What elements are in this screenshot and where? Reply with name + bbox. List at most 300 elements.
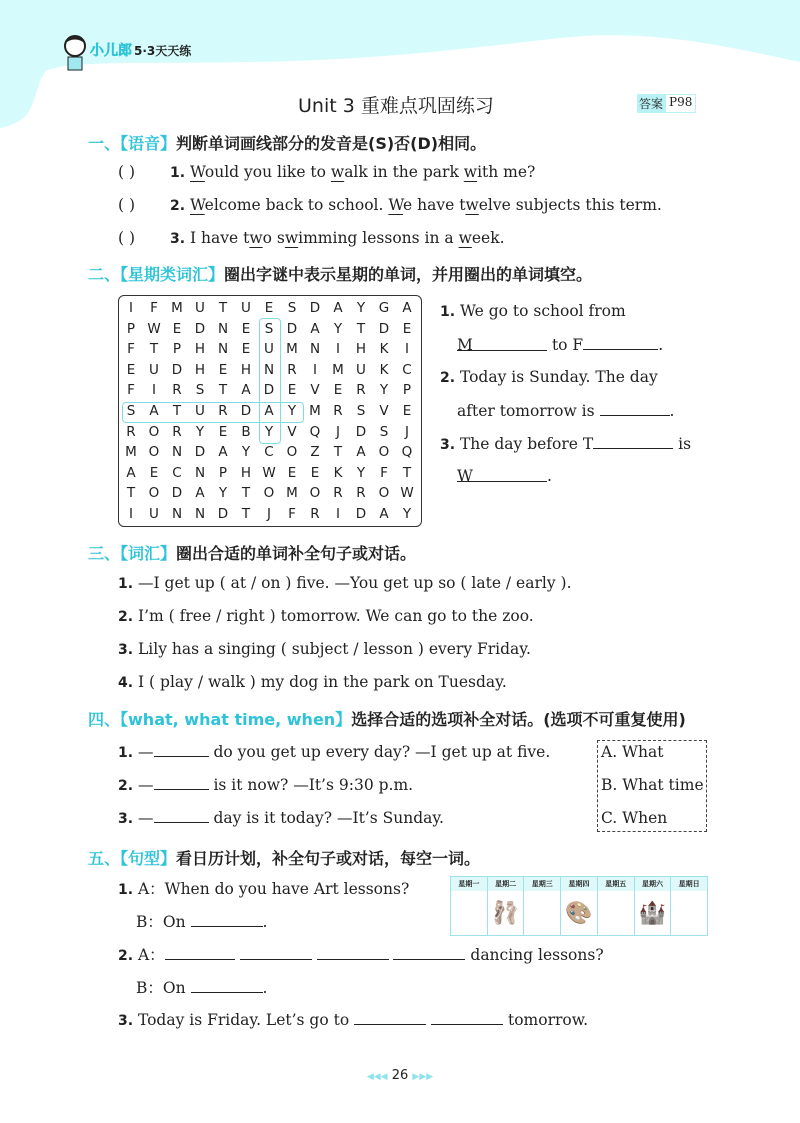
grid-letter[interactable]: E — [402, 320, 412, 337]
s2-q1 — [440, 302, 626, 320]
underlined-letter: w — [284, 229, 299, 247]
grid-letter[interactable]: H — [355, 341, 367, 358]
s2-q2 — [440, 368, 658, 386]
section-number: 三、 — [88, 544, 121, 563]
grid-letter[interactable]: O — [148, 485, 160, 502]
grid-letter[interactable]: E — [172, 320, 182, 337]
grid-letter[interactable]: R — [356, 382, 366, 399]
grid-letter[interactable]: U — [149, 506, 159, 522]
grid-letter[interactable]: P — [402, 382, 412, 399]
grid-letter[interactable]: D — [171, 361, 183, 378]
grid-letter[interactable]: S — [126, 403, 136, 419]
answer-blank[interactable] — [593, 434, 673, 449]
grid-letter[interactable]: R — [172, 382, 182, 399]
grid-letter[interactable]: C — [264, 444, 274, 461]
section-number: 四、 — [88, 710, 121, 729]
answer-ref — [637, 94, 696, 113]
grid-letter[interactable]: D — [355, 506, 367, 522]
grid-letter[interactable]: M — [286, 341, 298, 358]
q-text: dancing lessons? — [470, 946, 604, 964]
section-instruction: 判断单词画线部分的发音是(S)否(D)相同。 — [176, 134, 487, 153]
grid-letter[interactable]: S — [287, 300, 297, 316]
grid-letter[interactable]: D — [240, 403, 252, 419]
grid-letter[interactable]: I — [405, 341, 409, 358]
calendar-day-label: 星期一 — [451, 877, 487, 891]
grid-letter[interactable]: A — [195, 485, 205, 502]
grid-letter[interactable]: N — [217, 341, 229, 358]
q-text: — — [138, 743, 154, 761]
s5-q2 — [118, 943, 604, 965]
grid-letter[interactable]: U — [195, 403, 205, 419]
calendar-cell — [598, 891, 634, 935]
grid-letter[interactable]: U — [356, 361, 366, 378]
grid-letter[interactable]: A — [402, 300, 412, 316]
q-number: 2. — [118, 778, 134, 794]
answer-blank[interactable] — [154, 775, 209, 790]
grid-letter[interactable]: R — [356, 485, 366, 502]
grid-letter[interactable]: T — [218, 300, 228, 316]
grid-letter[interactable]: P — [172, 341, 182, 358]
grid-letter[interactable]: I — [336, 341, 340, 358]
grid-letter[interactable]: I — [152, 382, 156, 399]
section-number: 一、 — [88, 134, 121, 153]
section-tag: 【语音】 — [120, 134, 177, 153]
grid-letter[interactable]: J — [267, 506, 271, 522]
answer-paren[interactable]: ( ) — [118, 229, 136, 247]
grid-letter[interactable]: E — [218, 361, 228, 378]
grid-letter[interactable]: F — [127, 341, 135, 358]
q-number: 1. — [118, 576, 134, 592]
grid-letter[interactable]: K — [379, 361, 389, 378]
q-text: to F — [551, 336, 584, 354]
answer-blank[interactable] — [393, 945, 465, 960]
s4-item — [118, 775, 413, 794]
q-text: o s — [262, 229, 285, 247]
q-number: 3. — [118, 642, 134, 658]
q-number: 1. — [170, 165, 186, 181]
grid-letter[interactable]: E — [310, 464, 320, 481]
grid-letter[interactable]: T — [172, 403, 182, 419]
grid-letter[interactable]: N — [194, 506, 206, 522]
calendar-day — [451, 877, 488, 935]
grid-letter[interactable]: T — [241, 485, 251, 502]
grid-letter[interactable]: E — [126, 361, 136, 378]
prev-arrows-icon: ◀◀◀ — [366, 1072, 388, 1082]
answer-blank[interactable] — [354, 1010, 426, 1025]
grid-letter[interactable]: W — [147, 320, 161, 337]
calendar-day — [488, 877, 525, 935]
brand-logo: 小儿郎 — [90, 43, 132, 59]
calendar-day — [561, 877, 598, 935]
answer-blank[interactable] — [154, 808, 209, 823]
grid-letter[interactable]: A — [126, 464, 136, 481]
underlined-letter: W — [190, 196, 205, 214]
grid-letter[interactable]: Y — [402, 506, 412, 522]
section-number: 二、 — [88, 265, 121, 284]
q-text: alk in the park — [344, 163, 464, 181]
grid-letter[interactable]: A — [264, 403, 274, 419]
underlined-letter: w — [330, 163, 345, 181]
grid-letter[interactable]: C — [402, 361, 412, 378]
section-instruction: 圈出字谜中表示星期的单词，并用圈出的单词填空。 — [224, 265, 593, 284]
calendar-day — [671, 877, 707, 935]
underlined-letter: W — [190, 163, 205, 181]
section-number: 五、 — [88, 849, 121, 868]
answer-blank[interactable] — [240, 945, 312, 960]
grid-letter[interactable]: Y — [287, 403, 297, 419]
grid-letter[interactable]: A — [333, 300, 343, 316]
q-text: — — [138, 776, 154, 794]
grid-letter[interactable]: P — [218, 464, 228, 481]
answer-blank[interactable] — [191, 978, 263, 993]
grid-letter[interactable]: E — [402, 403, 412, 419]
grid-letter[interactable]: O — [148, 444, 160, 461]
grid-letter[interactable]: E — [287, 382, 297, 399]
underlined-letter: w — [465, 196, 479, 214]
grid-letter[interactable]: H — [194, 361, 206, 378]
grid-letter[interactable]: T — [149, 341, 159, 358]
q-text: day is it today? —It’s Sunday. — [213, 809, 444, 827]
grid-letter[interactable]: Y — [379, 382, 389, 399]
grid-letter[interactable]: D — [309, 300, 321, 316]
series-name: 5·3天天练 — [134, 44, 192, 58]
calendar-cell — [561, 891, 597, 935]
grid-letter[interactable]: N — [171, 506, 183, 522]
grid-letter[interactable]: D — [378, 320, 390, 337]
q-text: tomorrow. — [507, 1011, 589, 1029]
section-tag: 【what, what time, when】 — [120, 710, 352, 729]
grid-letter[interactable]: O — [378, 444, 390, 461]
q-text: e have t — [403, 196, 466, 214]
grid-letter[interactable]: M — [309, 403, 321, 419]
q-text: after tomorrow is — [457, 402, 595, 420]
q-number: 4. — [118, 675, 134, 691]
grid-letter[interactable]: C — [172, 464, 182, 481]
castle-icon: 🏰 — [638, 900, 667, 926]
q-text: ould you like to — [204, 163, 331, 181]
blank-prefix: M — [457, 336, 473, 354]
section-tag: 【词汇】 — [120, 544, 177, 563]
grid-letter[interactable]: A — [379, 506, 389, 522]
grid-letter[interactable]: N — [194, 464, 206, 481]
grid-letter[interactable]: D — [171, 485, 183, 502]
s3-item — [118, 574, 572, 592]
grid-letter[interactable]: T — [126, 485, 136, 502]
underlined-letter: W — [388, 196, 404, 214]
grid-letter[interactable]: A — [310, 320, 320, 337]
grid-letter[interactable]: A — [356, 444, 366, 461]
grid-letter[interactable]: T — [218, 382, 228, 399]
page-number: 26 — [391, 1068, 409, 1083]
q-text: Today is Friday. Let’s go to — [137, 1011, 350, 1029]
q-text: A： — [137, 946, 165, 964]
calendar-cell — [524, 891, 560, 935]
grid-letter[interactable]: I — [129, 300, 133, 316]
q-text: is — [678, 435, 692, 453]
underlined-letter: w — [463, 163, 478, 181]
section-instruction: 选择合适的选项补全对话。(选项不可重复使用) — [351, 710, 686, 729]
grid-letter[interactable]: U — [195, 300, 205, 316]
grid-letter[interactable]: R — [218, 403, 228, 419]
s4-item — [118, 808, 444, 827]
s1-item — [118, 196, 662, 214]
q-number: 2. — [440, 370, 460, 386]
q-text: A：When do you have Art lessons? — [137, 880, 410, 898]
grid-letter[interactable]: A — [218, 444, 228, 461]
grid-letter[interactable]: T — [333, 444, 343, 461]
grid-letter[interactable]: D — [217, 506, 229, 522]
s2-q3 — [440, 434, 691, 453]
answer-blank[interactable] — [600, 401, 670, 416]
grid-letter[interactable]: R — [333, 485, 343, 502]
grid-letter[interactable]: M — [286, 485, 298, 502]
calendar-cell — [451, 891, 487, 935]
grid-letter[interactable]: H — [194, 341, 206, 358]
answer-blank[interactable] — [154, 742, 209, 757]
word-search-grid[interactable] — [118, 295, 422, 527]
grid-letter[interactable]: D — [263, 382, 275, 399]
underlined-letter: w — [249, 229, 263, 247]
grid-letter[interactable]: D — [194, 444, 206, 461]
q-text: B：On — [136, 913, 186, 931]
q-text[interactable]: —I get up ( at / on ) five. —You get up so ( late / early ). — [138, 574, 572, 592]
grid-letter[interactable]: H — [240, 464, 252, 481]
grid-letter[interactable]: I — [129, 506, 133, 522]
grid-letter[interactable]: R — [287, 361, 297, 378]
q-text: Today is Sunday. The day — [459, 368, 658, 386]
underlined-letter: w — [458, 229, 472, 247]
grid-letter[interactable]: E — [218, 423, 228, 440]
grid-letter[interactable]: Y — [333, 320, 343, 337]
q-text: elve subjects this term. — [478, 196, 662, 214]
grid-letter[interactable]: V — [287, 423, 297, 440]
grid-letter[interactable]: S — [264, 320, 274, 337]
grid-letter[interactable]: A — [149, 403, 159, 419]
s5-q1 — [118, 877, 409, 899]
grid-letter[interactable]: P — [126, 320, 136, 337]
grid-letter[interactable]: D — [194, 320, 206, 337]
grid-letter[interactable]: O — [378, 485, 390, 502]
boy-mascot-icon — [60, 32, 90, 72]
calendar-day-label: 星期五 — [598, 877, 634, 891]
s4-item — [118, 742, 550, 761]
s2-q3-line — [457, 467, 552, 485]
grid-letter[interactable]: R — [310, 506, 320, 522]
blank-prefix: W — [457, 467, 473, 485]
grid-letter[interactable]: O — [148, 423, 160, 440]
grid-letter[interactable]: F — [288, 506, 296, 522]
q-text: B：On — [136, 979, 186, 997]
grid-letter[interactable]: N — [217, 320, 229, 337]
grid-letter[interactable]: K — [379, 341, 389, 358]
grid-letter[interactable]: E — [264, 300, 274, 316]
s5-q1-answer — [136, 910, 267, 932]
calendar-day — [598, 877, 635, 935]
q-number: 3. — [440, 437, 460, 453]
section-tag: 【句型】 — [120, 849, 177, 868]
q-number: 3. — [170, 231, 186, 247]
q-text: . — [669, 402, 675, 420]
grid-letter[interactable]: O — [286, 444, 298, 461]
grid-letter[interactable]: U — [241, 300, 251, 316]
grid-letter[interactable]: H — [240, 361, 252, 378]
calendar-day — [635, 877, 672, 935]
answer-blank[interactable] — [191, 912, 263, 927]
section-instruction: 看日历计划，补全句子或对话，每空一词。 — [176, 849, 481, 868]
answer-blank[interactable] — [431, 1010, 503, 1025]
s3-item — [118, 640, 531, 658]
calendar-cell — [635, 891, 671, 935]
grid-letter[interactable]: Y — [356, 300, 366, 316]
answer-blank[interactable] — [457, 467, 547, 485]
option-c: C. When — [601, 809, 668, 827]
grid-letter[interactable]: B — [241, 423, 251, 440]
grid-letter[interactable]: W — [262, 464, 276, 481]
grid-letter[interactable]: S — [379, 423, 389, 440]
q-number: 3. — [118, 1013, 138, 1029]
grid-letter[interactable]: F — [150, 300, 158, 316]
page-title: Unit 3 重难点巩固练习 — [298, 95, 494, 117]
grid-letter[interactable]: E — [241, 341, 251, 358]
answer-paren[interactable]: ( ) — [118, 163, 136, 181]
page-footer — [0, 1068, 800, 1083]
s5-q3 — [118, 1010, 588, 1029]
grid-letter[interactable]: E — [287, 464, 297, 481]
q-text: . — [262, 913, 268, 931]
grid-letter[interactable]: Y — [241, 444, 251, 461]
q-text: . — [658, 336, 664, 354]
calendar-day-label: 星期四 — [561, 877, 597, 891]
grid-letter[interactable]: N — [309, 341, 321, 358]
s3-item — [118, 607, 534, 625]
q-text: imming lessons in a — [298, 229, 459, 247]
answer-label: 答案 — [637, 94, 665, 113]
q-number: 3. — [118, 811, 134, 827]
s2-q1-blanks — [457, 335, 663, 354]
q-text: do you get up every day? —I get up at five. — [213, 743, 551, 761]
option-a: A. What — [601, 743, 664, 761]
next-arrows-icon: ▶▶▶ — [412, 1072, 434, 1082]
grid-letter[interactable]: N — [263, 361, 275, 378]
s1-item — [118, 229, 505, 247]
q-text: — — [138, 809, 154, 827]
answer-blank[interactable] — [457, 336, 547, 354]
grid-letter[interactable]: T — [402, 464, 412, 481]
q-text: We go to school from — [459, 302, 626, 320]
q-text: I have t — [190, 229, 250, 247]
q-text: ith me? — [477, 163, 536, 181]
section-5-heading — [88, 846, 480, 869]
answer-blank[interactable] — [583, 335, 658, 350]
grid-letter[interactable]: U — [264, 341, 274, 358]
grid-letter[interactable]: F — [380, 464, 388, 481]
grid-letter[interactable]: Q — [401, 444, 413, 461]
section-3-heading — [88, 541, 416, 564]
q-text[interactable]: I’m ( free / right ) tomorrow. We can go to the zoo. — [138, 607, 534, 625]
grid-letter[interactable]: R — [333, 403, 343, 419]
grid-letter[interactable]: I — [336, 506, 340, 522]
grid-letter[interactable]: I — [313, 361, 317, 378]
calendar-cell — [488, 891, 524, 935]
grid-letter[interactable]: Y — [356, 464, 366, 481]
s5-q2-answer — [136, 976, 267, 998]
grid-letter[interactable]: T — [356, 320, 366, 337]
grid-letter[interactable]: K — [333, 464, 343, 481]
grid-letter[interactable]: S — [195, 382, 205, 399]
grid-letter[interactable]: E — [241, 320, 251, 337]
grid-letter[interactable]: O — [263, 485, 275, 502]
s3-item — [118, 673, 507, 691]
answer-blank[interactable] — [317, 945, 389, 960]
grid-letter[interactable]: J — [336, 423, 340, 440]
grid-letter[interactable]: O — [309, 485, 321, 502]
q-text: eek. — [471, 229, 505, 247]
grid-letter[interactable]: E — [149, 464, 159, 481]
grid-letter[interactable]: D — [286, 320, 298, 337]
grid-letter[interactable]: G — [378, 300, 390, 316]
calendar-day-label: 星期六 — [635, 877, 671, 891]
grid-letter[interactable]: M — [125, 444, 137, 461]
grid-letter[interactable]: V — [379, 403, 389, 419]
grid-letter[interactable]: Y — [218, 485, 228, 502]
q-number: 1. — [118, 745, 134, 761]
q-text: . — [262, 979, 268, 997]
q-number: 2. — [170, 198, 186, 214]
s2-q2-line — [457, 401, 674, 420]
grid-letter[interactable]: T — [241, 506, 251, 522]
q-text: The day before T — [459, 435, 594, 453]
grid-letter[interactable]: J — [405, 423, 409, 440]
grid-letter[interactable]: D — [355, 423, 367, 440]
q-text[interactable]: Lily has a singing ( subject / lesson ) every Friday. — [138, 640, 531, 658]
grid-letter[interactable]: M — [171, 300, 183, 316]
section-tag: 【星期类词汇】 — [120, 265, 225, 284]
weekly-calendar — [450, 876, 708, 936]
grid-letter[interactable]: A — [241, 382, 251, 399]
grid-letter[interactable]: R — [172, 423, 182, 440]
calendar-day-label: 星期二 — [488, 877, 524, 891]
grid-letter[interactable]: M — [332, 361, 344, 378]
q-number: 2. — [118, 948, 138, 964]
grid-letter[interactable]: W — [400, 485, 414, 502]
q-text: elcome back to school. — [204, 196, 389, 214]
answer-page: P98 — [665, 94, 696, 113]
grid-letter[interactable]: S — [356, 403, 366, 419]
answer-blank[interactable] — [165, 945, 235, 960]
grid-letter[interactable]: Y — [195, 423, 205, 440]
q-text: is it now? —It’s 9:30 p.m. — [213, 776, 414, 794]
s1-item — [118, 163, 535, 181]
calendar-day-label: 星期日 — [671, 877, 707, 891]
grid-letter[interactable]: Z — [310, 444, 320, 461]
q-text[interactable]: I ( play / walk ) my dog in the park on Tuesday. — [138, 673, 507, 691]
grid-letter[interactable]: R — [126, 423, 136, 440]
answer-paren[interactable]: ( ) — [118, 196, 136, 214]
grid-letter[interactable]: Y — [264, 423, 274, 440]
calendar-day-label: 星期三 — [524, 877, 560, 891]
section-instruction: 圈出合适的单词补全句子或对话。 — [176, 544, 417, 563]
q-number: 1. — [118, 882, 138, 898]
grid-letter[interactable]: F — [127, 382, 135, 399]
grid-letter[interactable]: E — [333, 382, 343, 399]
grid-letter[interactable]: U — [149, 361, 159, 378]
paint-palette-icon: 🎨 — [565, 900, 593, 926]
grid-letter[interactable]: Q — [309, 423, 321, 440]
option-b: B. What time — [601, 776, 704, 794]
grid-letter[interactable]: N — [171, 444, 183, 461]
q-number: 2. — [118, 609, 134, 625]
grid-letter[interactable]: V — [310, 382, 320, 399]
